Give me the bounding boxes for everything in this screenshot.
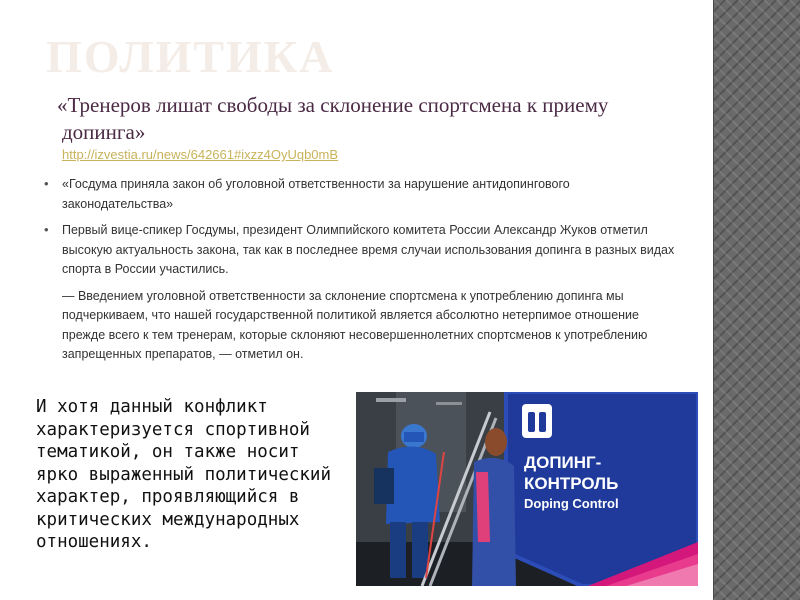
bullet-dot-icon: • xyxy=(44,176,49,191)
body-paragraph: И хотя данный конфликт характеризуется спортивной тематикой, он также носит ярко выраженный политический характер, проявляющийся в критических международных отношениях. xyxy=(36,397,332,552)
sign-line-2: КОНТРОЛЬ xyxy=(524,474,619,493)
bullet-continuation xyxy=(44,287,684,365)
headline-quote xyxy=(57,92,622,146)
sign-line-3: Doping Control xyxy=(524,496,619,511)
photo-illustration xyxy=(356,392,698,586)
bullet-text: Первый вице-спикер Госдумы, президент Олимпийского комитета России Александр Жуков отметил высокую актуальность закона, так как в последнее время случаи использования допинга в разных видах спорта в России участились. xyxy=(62,223,675,276)
bullet-list xyxy=(44,175,684,372)
doping-control-photo xyxy=(356,392,698,586)
source-link[interactable]: http://izvestia.ru/news/642661#ixzz4OyUqb0mB xyxy=(62,147,339,162)
slide-title: ПОЛИТИКА xyxy=(46,31,335,82)
sign-line-1: ДОПИНГ- xyxy=(524,453,602,472)
bullet-dot-icon: • xyxy=(44,222,49,237)
decorative-side-pattern xyxy=(713,0,800,600)
bullet-item xyxy=(44,221,684,280)
continuation-text: — Введением уголовной ответственности за склонение спортсмена к употреблению допинга мы подчеркиваем, что нашей государственной политикой является абсолютно нетерпимое отношение прежде всего к тем тренерам, которые склоняют несовершеннолетних спортсменов к употреблению запрещенных препаратов, — отметил он. xyxy=(62,288,648,361)
bullet-text: «Госдума приняла закон об уголовной ответственности за нарушение антидопингового законодательства» xyxy=(62,177,570,211)
quote-text: «Тренеров лишат свободы за склонение спортсмена к приему допинга» xyxy=(57,93,609,144)
bullet-item xyxy=(44,175,684,214)
